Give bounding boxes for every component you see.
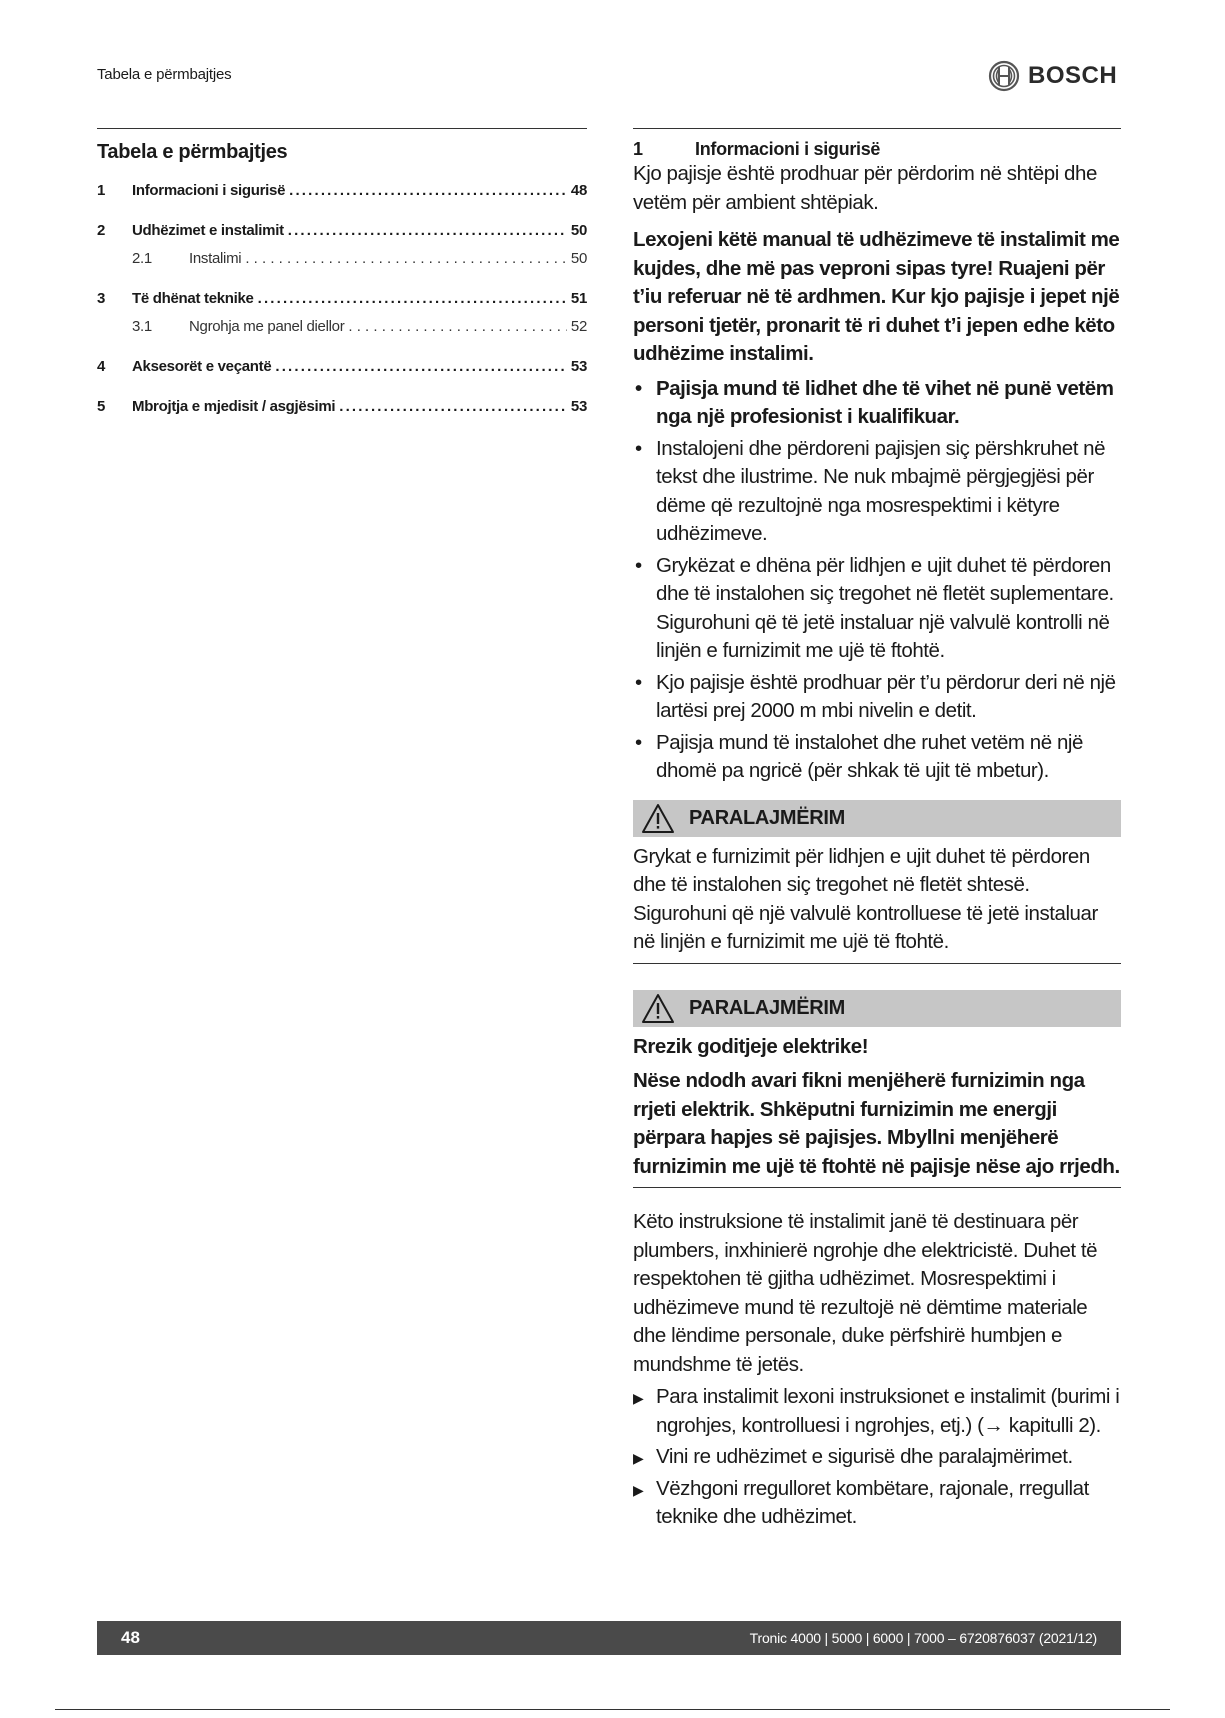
- toc-label: Ngrohja me panel diellor: [189, 318, 345, 335]
- toc-leader-dots: [348, 318, 567, 335]
- warning-text: Nëse ndodh avari fikni menjëherë furnizimin nga rrjeti elektrik. Shkëputni furnizimin me energji përpara hapjes së pajisjes. Mbyllni menjëherë furnizimin me ujë të ftohtë në pajisje nëse ajo rrjedh.: [633, 1069, 1120, 1178]
- read-manual-notice: Lexojeni këtë manual të udhëzimeve të instalimit me kujdes, dhe më pas veproni sipas tyre! Ruajeni për t’iu referuar në të ardhmen. Kur kjo pajisje i jepet një personi tjetër, pronarit të ri duhet t’i jepen edhe këto udhëzime instalimi.: [633, 228, 1120, 365]
- list-item: • Pajisja mund të instalohet dhe ruhet vetëm në një dhomë pa ngricë (për shkak të ujit të mbetur).: [635, 730, 1083, 782]
- toc-label: Instalimi: [189, 250, 242, 267]
- toc-number: 1: [97, 182, 106, 199]
- closing-paragraph: Këto instruksione të instalimit janë të destinuara për plumbers, inxhinierë ngrohje dhe elektricistë. Duhet të respektohen të gjitha udhëzimet. Mosrespektimi i udhëzimeve mund të rezultojë në dëmtime materiale dhe lëndime personale, duke përfshirë humbjen e mundshme të jetës.: [633, 1210, 1098, 1376]
- toc-number: 2: [97, 222, 106, 239]
- toc-page-number: 50: [570, 250, 587, 267]
- toc-entry-2[interactable]: [97, 222, 587, 250]
- bosch-armature-icon: [988, 60, 1020, 92]
- running-header: Tabela e përmbajtjes: [97, 66, 232, 83]
- toc-leader-dots: [258, 290, 567, 307]
- table-of-contents: [97, 128, 587, 426]
- warning-triangle-icon: [641, 993, 675, 1024]
- toc-leader-dots: [245, 250, 567, 267]
- toc-page-number: 53: [570, 358, 587, 375]
- warning-subtitle: Rrezik goditjeje elektrike!: [633, 1034, 869, 1058]
- section-number: 1: [633, 139, 643, 159]
- toc-page-number: 50: [570, 222, 587, 239]
- toc-page-number: 52: [570, 318, 587, 335]
- arrow-right-icon: ▶: [633, 1450, 644, 1466]
- toc-leader-dots: [275, 358, 567, 375]
- toc-number: 4: [97, 358, 106, 375]
- arrow-right-icon: ▶: [633, 1481, 644, 1498]
- toc-entry-1[interactable]: [97, 182, 587, 210]
- toc-number: 2.1: [132, 250, 152, 267]
- warning-triangle-icon: [641, 803, 675, 834]
- toc-title: Tabela e përmbajtjes: [97, 141, 288, 163]
- toc-entry-3[interactable]: [97, 290, 587, 318]
- toc-label: Të dhënat teknike: [132, 290, 254, 307]
- toc-label: Mbrojtja e mjedisit / asgjësimi: [132, 398, 336, 415]
- page-footer: [97, 1621, 1121, 1655]
- warning-header: [633, 990, 1121, 1027]
- toc-entry-5[interactable]: [97, 398, 587, 426]
- toc-label: Informacioni i sigurisë: [132, 182, 286, 199]
- section-heading: [633, 139, 1121, 160]
- list-item: • Instalojeni dhe përdoreni pajisjen siç përshkruhet në tekst dhe ilustrime. Ne nuk mbajmë përgjegjësi për dëme që rezultojnë nga mosrespektimi i këtyre udhëzimeve.: [635, 436, 1106, 545]
- list-item: ▶ Para instalimit lexoni instruksionet e instalimit (burimi i ngrohjes, kontrolluesi i ngrohjes, etj.) (→ kapitulli 2).: [633, 1385, 1120, 1437]
- bosch-logo: [988, 60, 1117, 92]
- intro-paragraph: Kjo pajisje është prodhuar për përdorim në shtëpi dhe vetëm për ambient shtëpiak.: [633, 162, 1097, 214]
- brand-name: BOSCH: [1028, 62, 1118, 89]
- safety-bullet-list: [633, 375, 1121, 786]
- toc-leader-dots: [288, 222, 567, 239]
- list-item: • Pajisja mund të lidhet dhe të vihet në punë vetëm nga një profesionist i kualifikuar.: [635, 376, 1114, 428]
- toc-entry-2-1[interactable]: [97, 250, 587, 278]
- warning-title: PARALAJMËRIM: [689, 806, 846, 829]
- list-item: ▶ Vëzhgoni rregulloret kombëtare, rajonale, rregullat teknike dhe udhëzimet.: [633, 1476, 1089, 1528]
- warning-title: PARALAJMËRIM: [689, 996, 846, 1019]
- section-safety-information: [633, 128, 1121, 1535]
- page-number: 48: [121, 1628, 140, 1647]
- toc-entry-4[interactable]: [97, 358, 587, 386]
- arrow-right-icon: ▶: [633, 1390, 644, 1406]
- toc-leader-dots: [289, 182, 567, 199]
- toc-number: 3.1: [132, 318, 152, 335]
- list-item: ▶ Vini re udhëzimet e sigurisë dhe paralajmërimet.: [633, 1443, 1121, 1472]
- toc-label: Aksesorët e veçantë: [132, 358, 272, 375]
- section-title: Informacioni i sigurisë: [695, 139, 881, 159]
- toc-page-number: 51: [570, 290, 587, 307]
- toc-page-number: 53: [570, 398, 587, 415]
- toc-number: 5: [97, 398, 106, 415]
- bottom-divider: [55, 1709, 1170, 1710]
- warning-header: [633, 800, 1121, 837]
- warning-body: [633, 1027, 1121, 1189]
- toc-entry-3-1[interactable]: [97, 318, 587, 346]
- list-item: • Grykëzat e dhëna për lidhjen e ujit duhet të përdoren dhe të instalohen siç tregohet në fletët suplementare. Sigurohuni që të jetë instaluar një valvulë kontrolli në linjën e furnizimit me ujë të ftohtë.: [635, 553, 1114, 662]
- list-item: • Kjo pajisje është prodhuar për t’u përdorur deri në një lartësi prej 2000 m mbi nivelin e detit.: [635, 670, 1116, 722]
- toc-label: Udhëzimet e instalimit: [132, 222, 284, 239]
- action-list: [633, 1383, 1121, 1532]
- warning-text: Grykat e furnizimit për lidhjen e ujit duhet të përdoren dhe të instalohen siç tregohet në fletët shtesë. Sigurohuni që një valvulë kontrolluese të jetë instaluar në linjën e furnizimit me ujë të ftohtë.: [633, 844, 1098, 953]
- warning-body: [633, 837, 1121, 964]
- toc-number: 3: [97, 290, 106, 307]
- toc-page-number: 48: [570, 182, 587, 199]
- toc-leader-dots: [339, 398, 567, 415]
- document-reference: Tronic 4000 | 5000 | 6000 | 7000 – 6720876037 (2021/12): [749, 1630, 1097, 1646]
